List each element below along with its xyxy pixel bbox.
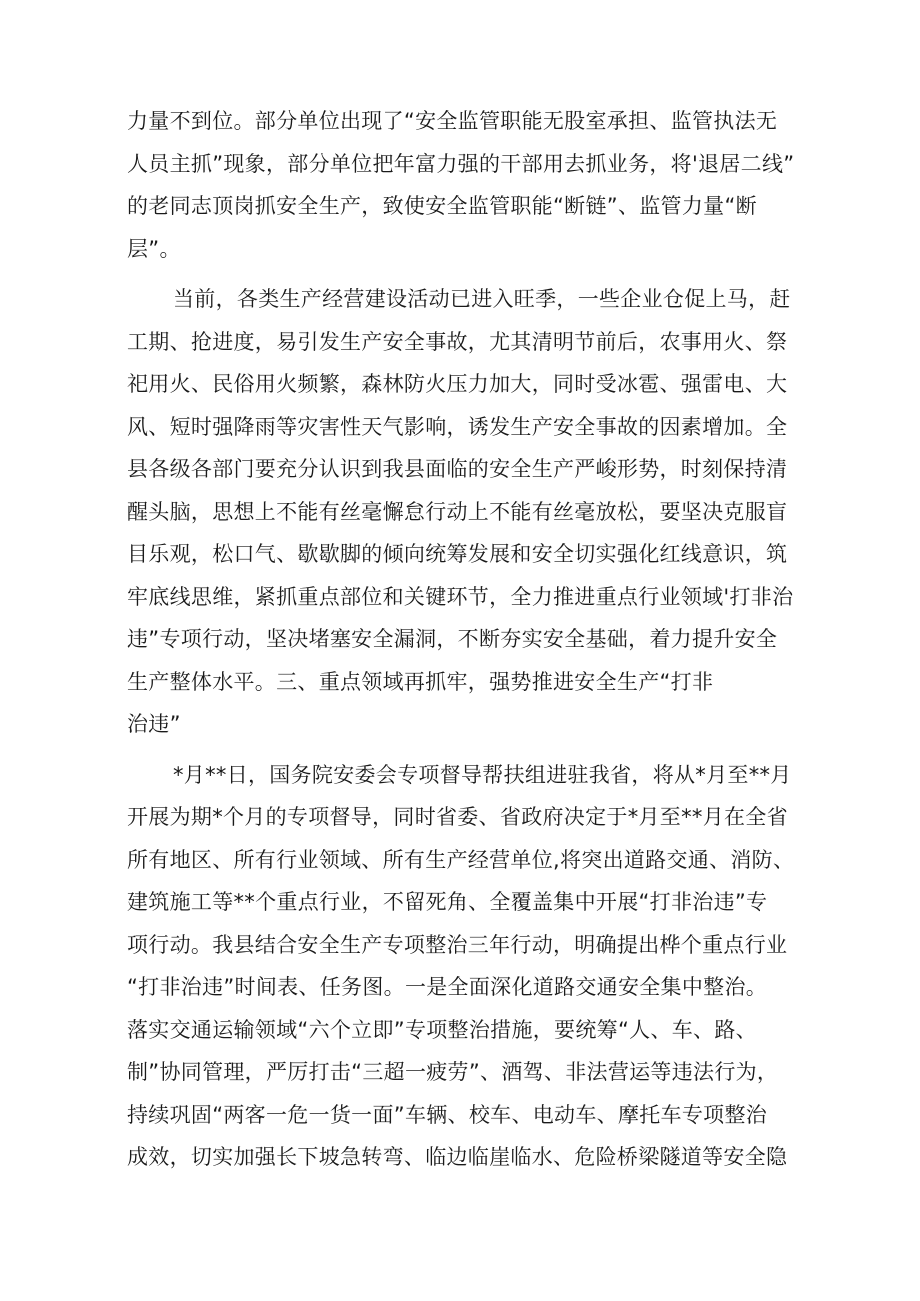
text-line: 牢底线思维，紧抓重点部位和关键环节，全力推进重点行业领域'打非治 bbox=[127, 584, 794, 609]
text-line: 开展为期*个月的专项督导，同时省委、省政府决定于*月至**月在全省 bbox=[127, 805, 788, 829]
text-line: 层”。 bbox=[127, 236, 181, 261]
text-line: 醒头脑，思想上不能有丝毫懈怠行动上不能有丝毫放松，要坚决克服盲 bbox=[127, 499, 788, 524]
text-line: 建筑施工等**个重点行业，不留死角、全覆盖集中开展“打非治违”专 bbox=[127, 890, 768, 914]
text-line: 生产整体水平。三、重点领域再抓牢，强势推进安全生产“打非 bbox=[127, 669, 714, 694]
paragraph-first-line: 当前，各类生产经营建设活动已进入旺季，一些企业仓促上马，赶 bbox=[173, 287, 791, 311]
text-line: 目乐观，松口气、歇歇脚的倾向统筹发展和安全切实强化红线意识，筑 bbox=[127, 542, 788, 566]
text-line: 落实交通运输领域“六个立即”专项整治措施，要统筹“人、车、路、 bbox=[127, 1017, 757, 1042]
document-body bbox=[127, 100, 807, 1179]
text-line: 违”专项行动，坚决堵塞安全漏洞，不断夯实安全基础，着力提升安全 bbox=[127, 627, 778, 651]
text-line: 祀用火、民俗用火频繁，森林防火压力加大，同时受冰雹、强雷电、大 bbox=[127, 372, 788, 396]
text-line: “打非治违”时间表、任务图。一是全面深化道路交通安全集中整治。 bbox=[127, 975, 768, 999]
text-line: 人员主抓”现象，部分单位把年富力强的干部用去抓业务，将'退居二线” bbox=[127, 151, 795, 176]
text-line: 所有地区、所有行业领域、所有生产经营单位,将突出道路交通、消防、 bbox=[127, 847, 795, 872]
text-line: 县各级各部门要充分认识到我县面临的安全生产严峻形势，时刻保持清 bbox=[127, 457, 788, 481]
paragraph-first-line: *月**日，国务院安委会专项督导帮扶组进驻我省，将从*月至**月 bbox=[173, 762, 792, 787]
text-line: 工期、抢进度，易引发生产安全事故，尤其清明节前后，农事用火、祭 bbox=[127, 329, 788, 354]
text-line: 风、短时强降雨等灾害性天气影响，诱发生产安全事故的因素增加。全 bbox=[127, 414, 788, 439]
text-line: 成效，切实加强长下坡急转弯、临边临崖临水、危险桥梁隧道等安全隐 bbox=[127, 1145, 788, 1169]
text-line: 项行动。我县结合安全生产专项整治三年行动，明确提出桦个重点行业 bbox=[127, 932, 788, 957]
text-line: 持续巩固“两客一危一货一面”车辆、校车、电动车、摩托车专项整治 bbox=[127, 1102, 768, 1127]
text-line: 治违” bbox=[127, 712, 181, 736]
text-line: 力量不到位。部分单位出现了“安全监管职能无股室承担、监管执法无 bbox=[127, 109, 778, 133]
text-line: 制”协同管理，严厉打击“三超一疲劳”、酒驾、非法营运等违法行为， bbox=[127, 1060, 779, 1084]
text-line: 的老同志顶岗抓安全生产，致使安全监管职能“断链”、监管力量“断 bbox=[127, 194, 757, 218]
